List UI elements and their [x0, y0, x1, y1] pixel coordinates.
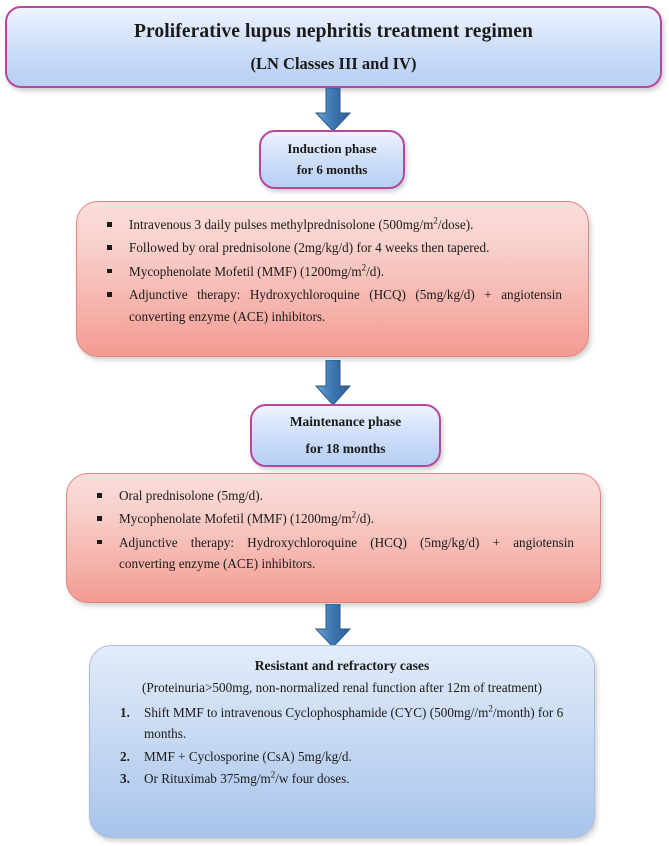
maintenance-phase-label: Maintenance phase — [289, 413, 402, 429]
list-item: Or Rituximab $375mg/m^2/w$ four doses. — [144, 769, 350, 787]
induction-item-list — [103, 214, 562, 327]
arrow-induction-to-maintenance — [311, 360, 355, 406]
list-item: Adjunctive therapy: Hydroxychloroquine (HCQ) (5mg/kg/d) + angiotensin converting enzyme (ACE) inhibitors. — [103, 284, 562, 327]
list-item: Shift MMF to intravenous Cyclophosphamide (CYC) $(500mg//m^2/month)$ for 6 months. — [144, 703, 564, 742]
down-arrow-icon — [311, 604, 355, 648]
induction-phase-box — [259, 130, 405, 189]
list-item: Oral prednisolone (5mg/d). — [93, 485, 574, 506]
induction-phase-label: Induction phase — [287, 141, 377, 157]
list-item: Followed by oral prednisolone (2mg/kg/d) for 4 weeks then tapered. — [103, 237, 562, 258]
induction-phase-duration: for 6 months — [296, 161, 368, 177]
maintenance-item-list — [93, 485, 574, 575]
resistant-item-list — [112, 702, 572, 790]
maintenance-treatment-box — [66, 473, 601, 603]
page-title: Proliferative lupus nephritis treatment regimen — [134, 20, 533, 42]
list-item: Intravenous 3 daily pulses methylprednisolone $(500mg/m^2/dose)$. — [103, 214, 562, 235]
arrow-title-to-induction — [311, 88, 355, 132]
resistant-refractory-box — [89, 645, 595, 838]
maintenance-phase-duration: for 18 months — [305, 440, 386, 456]
induction-treatment-box — [76, 201, 589, 357]
title-box — [5, 6, 662, 88]
list-item: Adjunctive therapy: Hydroxychloroquine (HCQ) (5mg/kg/d) + angiotensin converting enzyme (ACE) inhibitors. — [93, 532, 574, 575]
down-arrow-icon — [311, 88, 355, 132]
resistant-subtitle: (Proteinuria>500mg, non-normalized renal function after 12m of treatment) — [142, 680, 542, 695]
resistant-title: Resistant and refractory cases — [254, 658, 430, 673]
page-subtitle: (LN Classes III and IV) — [250, 54, 417, 74]
arrow-maintenance-to-resistant — [311, 604, 355, 648]
list-item: Mycophenolate Mofetil (MMF) $(1200mg/m^2/d)$. — [93, 508, 574, 529]
maintenance-phase-box — [250, 404, 441, 467]
down-arrow-icon — [311, 360, 355, 406]
list-item: Mycophenolate Mofetil (MMF) $(1200mg/m^2/d)$. — [103, 261, 562, 282]
list-item: MMF + Cyclosporine (CsA) 5mg/kg/d. — [144, 748, 352, 764]
